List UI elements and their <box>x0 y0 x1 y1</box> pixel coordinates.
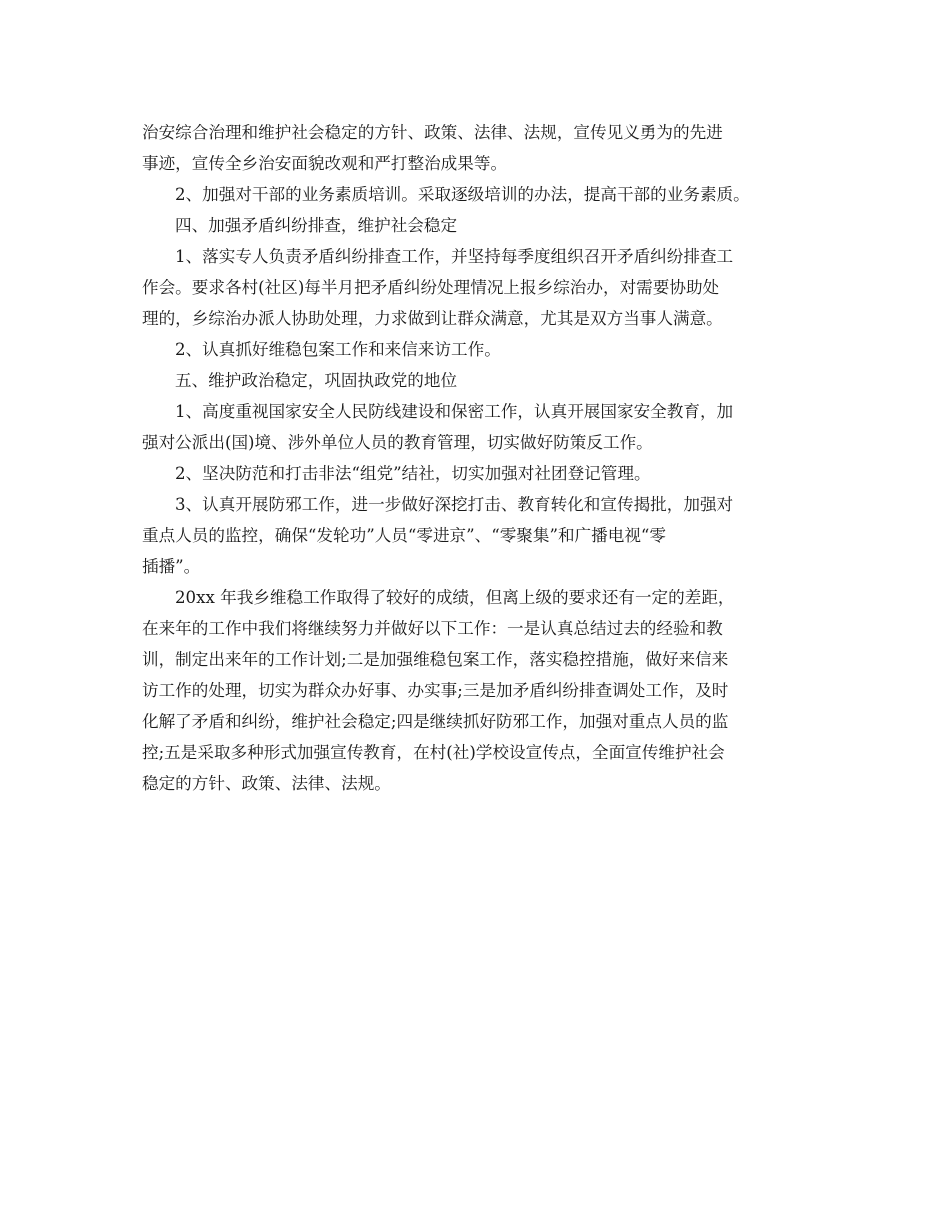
text-line: 控;五是采取多种形式加强宣传教育，在村(社)学校设宣传点，全面宣传维护社会 <box>142 743 725 762</box>
text-line: 重点人员的监控，确保“发轮功”人员“零进京”、“零聚集”和广播电视“零 <box>142 526 667 545</box>
text-line: 1、落实专人负责矛盾纠纷排查工作，并坚持每季度组织召开矛盾纠纷排查工 <box>175 247 734 266</box>
text-line: 20xx 年我乡维稳工作取得了较好的成绩，但离上级的要求还有一定的差距， <box>175 588 735 607</box>
text-line: 在来年的工作中我们将继续努力并做好以下工作：一是认真总结过去的经验和教 <box>142 619 723 638</box>
text-line: 理的，乡综治办派人协助处理，力求做到让群众满意，尤其是双方当事人满意。 <box>142 309 723 328</box>
text-line: 2、坚决防范和打击非法“组党”结社，切实加强对社团登记管理。 <box>175 464 651 483</box>
text-line: 3、认真开展防邪工作，进一步做好深挖打击、教育转化和宣传揭批，加强对 <box>175 495 734 514</box>
text-line: 强对公派出(国)境、涉外单位人员的教育管理，切实做好防策反工作。 <box>142 433 653 452</box>
text-line: 2、认真抓好维稳包案工作和来信来访工作。 <box>175 340 501 359</box>
document-body <box>142 117 812 799</box>
text-line: 2、加强对干部的业务素质培训。采取逐级培训的办法，提高干部的业务素质。 <box>175 185 750 204</box>
section-heading: 四、加强矛盾纠纷排查，维护社会稳定 <box>175 216 458 235</box>
text-line: 作会。要求各村(社区)每半月把矛盾纠纷处理情况上报乡综治办，对需要协助处 <box>142 278 720 297</box>
text-line: 训，制定出来年的工作计划;二是加强维稳包案工作，落实稳控措施，做好来信来 <box>142 650 729 669</box>
section-heading: 五、维护政治稳定，巩固执政党的地位 <box>175 371 458 390</box>
text-line: 事迹，宣传全乡治安面貌改观和严打整治成果等。 <box>142 154 508 173</box>
text-line: 插播”。 <box>142 557 201 576</box>
text-line: 治安综合治理和维护社会稳定的方针、政策、法律、法规，宣传见义勇为的先进 <box>142 123 723 142</box>
text-line: 访工作的处理，切实为群众办好事、办实事;三是加矛盾纠纷排查调处工作，及时 <box>142 681 729 700</box>
text-line: 稳定的方针、政策、法律、法规。 <box>142 774 391 793</box>
text-line: 1、高度重视国家安全人民防线建设和保密工作，认真开展国家安全教育，加 <box>175 402 734 421</box>
text-line: 化解了矛盾和纠纷，维护社会稳定;四是继续抓好防邪工作，加强对重点人员的监 <box>142 712 729 731</box>
